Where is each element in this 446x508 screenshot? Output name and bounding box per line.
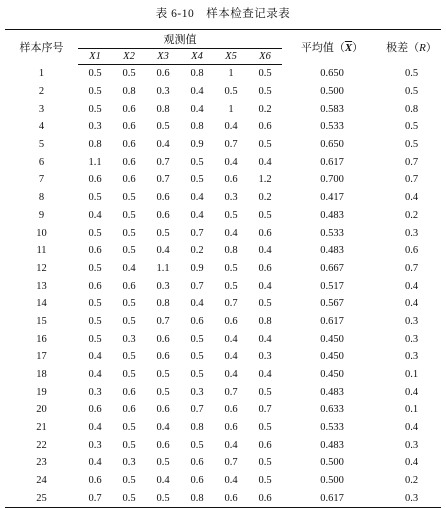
x6-cell: 0.6 <box>258 439 272 451</box>
mean-header-symbol: $\overline{X}$ <box>344 42 353 55</box>
mean-cell: 0.450 <box>320 333 344 345</box>
range-header <box>382 30 441 65</box>
x1-cell: 0.3 <box>88 439 102 451</box>
x2-cell: 0.5 <box>122 68 136 80</box>
col-header-x3: X3 <box>146 49 180 65</box>
table-row <box>5 419 441 437</box>
x3-cell: 1.1 <box>156 262 170 274</box>
x1-cell: 0.5 <box>88 298 102 310</box>
table-row <box>5 100 441 118</box>
x6-cell: 0.5 <box>258 475 272 487</box>
range-cell: 0.3 <box>404 315 419 327</box>
x4-cell: 0.6 <box>190 475 204 487</box>
x1-cell: 0.6 <box>88 245 102 257</box>
x1-cell: 0.3 <box>88 121 102 133</box>
sample-no-cell: 15 <box>36 315 47 327</box>
sample-no-cell: 24 <box>36 475 47 487</box>
x1-cell: 0.3 <box>88 386 102 398</box>
sample-no-cell: 9 <box>38 209 45 221</box>
x3-cell: 0.6 <box>156 209 170 221</box>
sample-no-cell: 7 <box>38 174 45 186</box>
x2-cell: 0.5 <box>122 227 136 239</box>
sample-no-cell: 17 <box>36 351 47 363</box>
x5-cell: 0.4 <box>224 227 238 239</box>
sample-no-cell: 5 <box>38 139 45 151</box>
mean-cell: 0.450 <box>320 369 344 381</box>
range-cell: 0.2 <box>404 475 419 487</box>
x3-cell: 0.5 <box>156 121 170 133</box>
mean-cell: 0.700 <box>320 174 344 186</box>
sample-no-cell: 16 <box>36 333 47 345</box>
table-caption: 表 6-10 样本检查记录表 <box>155 8 291 20</box>
x2-cell: 0.6 <box>122 103 136 115</box>
range-cell: 0.7 <box>404 174 419 186</box>
x4-cell: 0.9 <box>190 139 204 151</box>
x6-cell: 1.2 <box>258 174 272 186</box>
range-cell: 0.3 <box>404 333 419 345</box>
x4-cell: 0.4 <box>190 209 204 221</box>
table-row <box>5 383 441 401</box>
range-cell: 0.4 <box>404 457 419 469</box>
col-header-x6: X6 <box>248 49 282 65</box>
x2-cell: 0.5 <box>122 315 136 327</box>
x1-cell: 1.1 <box>88 156 102 168</box>
sample-no-cell: 8 <box>38 192 45 204</box>
x4-cell: 0.5 <box>190 174 204 186</box>
x1-cell: 0.4 <box>88 351 102 363</box>
x3-cell: 0.5 <box>156 386 170 398</box>
x2-cell: 0.5 <box>122 192 136 204</box>
table-row <box>5 401 441 419</box>
mean-cell: 0.483 <box>320 209 344 221</box>
x6-cell: 0.5 <box>258 139 272 151</box>
x5-cell: 0.4 <box>224 369 238 381</box>
x5-cell: 1 <box>228 68 234 80</box>
x5-cell: 0.8 <box>224 245 238 257</box>
x6-cell: 0.6 <box>258 121 272 133</box>
x6-cell: 0.5 <box>258 298 272 310</box>
x1-cell: 0.5 <box>88 103 102 115</box>
x3-cell: 0.6 <box>156 333 170 345</box>
x2-cell: 0.6 <box>122 386 136 398</box>
range-cell: 0.4 <box>404 280 419 292</box>
range-cell: 0.5 <box>404 68 419 80</box>
range-cell: 0.1 <box>404 404 419 416</box>
sample-no-cell: 2 <box>38 86 45 98</box>
col-header-x5: X5 <box>214 49 248 65</box>
x6-cell: 0.4 <box>258 245 272 257</box>
mean-cell: 0.650 <box>320 139 344 151</box>
x6-cell: 0.3 <box>258 351 272 363</box>
table-row <box>5 472 441 490</box>
mean-cell: 0.533 <box>320 121 344 133</box>
x2-cell: 0.5 <box>122 422 136 434</box>
range-cell: 0.3 <box>404 227 419 239</box>
range-cell: 0.4 <box>404 422 419 434</box>
x3-cell: 0.3 <box>156 86 170 98</box>
x4-cell: 0.6 <box>190 457 204 469</box>
x4-cell: 0.7 <box>190 227 204 239</box>
x4-cell: 0.7 <box>190 404 204 416</box>
x3-cell: 0.6 <box>156 351 170 363</box>
x3-cell: 0.4 <box>156 245 170 257</box>
range-cell: 0.5 <box>404 139 419 151</box>
x6-cell: 0.4 <box>258 156 272 168</box>
x3-cell: 0.5 <box>156 369 170 381</box>
x2-cell: 0.5 <box>122 209 136 221</box>
x5-cell: 0.4 <box>224 156 238 168</box>
x6-cell: 0.6 <box>258 227 272 239</box>
mean-cell: 0.533 <box>320 422 344 434</box>
x3-cell: 0.5 <box>156 457 170 469</box>
mean-cell: 0.633 <box>320 404 344 416</box>
x3-cell: 0.8 <box>156 298 170 310</box>
range-cell: 0.1 <box>404 369 419 381</box>
x6-cell: 0.5 <box>258 386 272 398</box>
table-row <box>5 260 441 278</box>
range-cell: 0.5 <box>404 86 419 98</box>
x5-cell: 0.6 <box>214 490 248 508</box>
table-row <box>5 348 441 366</box>
x1-cell: 0.5 <box>88 86 102 98</box>
sample-no-cell: 13 <box>36 280 47 292</box>
mean-cell: 0.533 <box>320 227 344 239</box>
x4-cell: 0.8 <box>190 422 204 434</box>
range-header-symbol: R <box>419 42 426 55</box>
x1-cell: 0.8 <box>88 139 102 151</box>
x2-cell: 0.5 <box>112 490 146 508</box>
x4-cell: 0.5 <box>190 369 204 381</box>
mean-cell: 0.500 <box>320 475 344 487</box>
table-row <box>5 189 441 207</box>
x3-cell: 0.5 <box>146 490 180 508</box>
x2-cell: 0.5 <box>122 245 136 257</box>
x2-cell: 0.5 <box>122 475 136 487</box>
x5-cell: 0.7 <box>224 298 238 310</box>
range-cell: 0.6 <box>404 245 419 257</box>
mean-cell: 0.500 <box>320 86 344 98</box>
x5-cell: 0.5 <box>224 262 238 274</box>
x1-cell: 0.6 <box>88 404 102 416</box>
table-row <box>5 118 441 136</box>
x6-cell: 0.2 <box>258 103 272 115</box>
table-row <box>5 436 441 454</box>
x5-cell: 0.7 <box>224 457 238 469</box>
range-cell: 0.2 <box>404 209 419 221</box>
sample-no-cell: 20 <box>36 404 47 416</box>
range-cell: 0.3 <box>404 439 419 451</box>
table-row <box>5 242 441 260</box>
x4-cell: 0.6 <box>190 315 204 327</box>
x6-cell: 0.5 <box>258 457 272 469</box>
table-row <box>5 295 441 313</box>
sample-no-cell: 14 <box>36 298 47 310</box>
x2-cell: 0.6 <box>122 156 136 168</box>
x2-cell: 0.6 <box>122 139 136 151</box>
sample-no-cell: 11 <box>36 245 47 257</box>
x2-cell: 0.5 <box>122 439 136 451</box>
table-row <box>5 277 441 295</box>
x4-cell: 0.5 <box>190 156 204 168</box>
x3-cell: 0.4 <box>156 422 170 434</box>
x4-cell: 0.5 <box>190 333 204 345</box>
mean-cell: 0.417 <box>320 192 344 204</box>
table-row <box>5 207 441 225</box>
range-cell: 0.8 <box>404 103 419 115</box>
sample-no-cell: 19 <box>36 386 47 398</box>
x3-cell: 0.4 <box>156 475 170 487</box>
x3-cell: 0.5 <box>156 227 170 239</box>
x5-cell: 0.7 <box>224 386 238 398</box>
sample-no-cell: 21 <box>36 422 47 434</box>
x5-cell: 0.4 <box>224 333 238 345</box>
x5-cell: 0.3 <box>224 192 238 204</box>
x3-cell: 0.3 <box>156 280 170 292</box>
x2-cell: 0.3 <box>122 333 136 345</box>
mean-header-suffix: ） <box>352 42 364 55</box>
x1-cell: 0.5 <box>88 333 102 345</box>
table-row <box>5 454 441 472</box>
x5-cell: 0.6 <box>224 404 238 416</box>
sample-no-cell: 3 <box>38 103 45 115</box>
x5-cell: 0.4 <box>224 439 238 451</box>
range-cell: 0.3 <box>382 490 441 508</box>
range-cell: 0.4 <box>404 192 419 204</box>
range-header-prefix: 极差（ <box>386 42 420 55</box>
x5-cell: 0.4 <box>224 351 238 363</box>
x2-cell: 0.4 <box>122 262 136 274</box>
mean-header-prefix: 平均值（ <box>300 42 345 55</box>
x1-cell: 0.6 <box>88 174 102 186</box>
table-row <box>5 313 441 331</box>
table-row <box>5 330 441 348</box>
col-header-x1: X1 <box>78 49 112 65</box>
x1-cell: 0.5 <box>88 68 102 80</box>
table-row <box>5 224 441 242</box>
x5-cell: 1 <box>228 103 234 115</box>
x1-cell: 0.5 <box>88 192 102 204</box>
x1-cell: 0.7 <box>78 490 112 508</box>
col-header-x4: X4 <box>180 49 214 65</box>
x2-cell: 0.6 <box>122 174 136 186</box>
sample-no-cell: 18 <box>36 369 47 381</box>
x5-cell: 0.7 <box>224 139 238 151</box>
x5-cell: 0.5 <box>224 280 238 292</box>
mean-cell: 0.650 <box>320 68 344 80</box>
x2-cell: 0.6 <box>122 404 136 416</box>
sample-no-cell: 4 <box>38 121 45 133</box>
x1-cell: 0.6 <box>88 475 102 487</box>
header-row-top <box>5 30 441 49</box>
x4-cell: 0.5 <box>190 351 204 363</box>
mean-cell: 0.517 <box>320 280 344 292</box>
sample-no-cell: 1 <box>38 68 45 80</box>
x6-cell: 0.5 <box>258 68 272 80</box>
sample-no-cell: 22 <box>36 439 47 451</box>
table-body <box>5 65 441 508</box>
range-cell: 0.4 <box>404 386 419 398</box>
x6-cell: 0.2 <box>258 192 272 204</box>
x2-cell: 0.6 <box>122 121 136 133</box>
x2-cell: 0.5 <box>122 298 136 310</box>
mean-cell: 0.617 <box>320 315 344 327</box>
x2-cell: 0.6 <box>122 280 136 292</box>
sample-no-header: 样本序号 <box>5 30 78 65</box>
x5-cell: 0.5 <box>224 86 238 98</box>
mean-cell: 0.500 <box>320 457 344 469</box>
range-cell: 0.5 <box>404 121 419 133</box>
x4-cell: 0.3 <box>190 386 204 398</box>
x6-cell: 0.6 <box>248 490 282 508</box>
x4-cell: 0.4 <box>190 103 204 115</box>
table-row <box>5 171 441 189</box>
x5-cell: 0.6 <box>224 174 238 186</box>
x6-cell: 0.5 <box>258 209 272 221</box>
sample-no-cell: 12 <box>36 262 47 274</box>
x3-cell: 0.8 <box>156 103 170 115</box>
mean-cell: 0.483 <box>320 245 344 257</box>
x4-cell: 0.2 <box>190 245 204 257</box>
x5-cell: 0.5 <box>224 209 238 221</box>
x4-cell: 0.9 <box>190 262 204 274</box>
x6-cell: 0.5 <box>258 86 272 98</box>
x6-cell: 0.4 <box>258 333 272 345</box>
mean-cell: 0.483 <box>320 439 344 451</box>
x1-cell: 0.5 <box>88 227 102 239</box>
col-header-x2: X2 <box>112 49 146 65</box>
table-row <box>5 153 441 171</box>
mean-cell: 0.483 <box>320 386 344 398</box>
x5-cell: 0.6 <box>224 422 238 434</box>
table-row <box>5 136 441 154</box>
sample-inspection-table <box>5 29 441 508</box>
x4-cell: 0.8 <box>180 490 214 508</box>
x5-cell: 0.4 <box>224 121 238 133</box>
table-row <box>5 65 441 83</box>
x3-cell: 0.6 <box>156 192 170 204</box>
x3-cell: 0.4 <box>156 139 170 151</box>
x4-cell: 0.7 <box>190 280 204 292</box>
x2-cell: 0.5 <box>122 369 136 381</box>
mean-header <box>282 30 382 65</box>
x4-cell: 0.5 <box>190 439 204 451</box>
x5-cell: 0.4 <box>224 475 238 487</box>
x4-cell: 0.4 <box>190 298 204 310</box>
x1-cell: 0.5 <box>88 315 102 327</box>
mean-cell: 0.617 <box>282 490 382 508</box>
sample-no-cell: 10 <box>36 227 47 239</box>
x3-cell: 0.6 <box>156 68 170 80</box>
x1-cell: 0.4 <box>88 209 102 221</box>
x2-cell: 0.5 <box>122 351 136 363</box>
x1-cell: 0.4 <box>88 369 102 381</box>
x3-cell: 0.7 <box>156 156 170 168</box>
mean-cell: 0.450 <box>320 351 344 363</box>
x6-cell: 0.4 <box>258 369 272 381</box>
x2-cell: 0.3 <box>122 457 136 469</box>
observed-values-header: 观测值 <box>78 30 282 49</box>
x1-cell: 0.6 <box>88 280 102 292</box>
x3-cell: 0.6 <box>156 404 170 416</box>
x1-cell: 0.4 <box>88 422 102 434</box>
range-cell: 0.4 <box>404 298 419 310</box>
sample-no-cell: 6 <box>38 156 45 168</box>
x4-cell: 0.4 <box>190 192 204 204</box>
range-cell: 0.7 <box>404 156 419 168</box>
x3-cell: 0.6 <box>156 439 170 451</box>
mean-cell: 0.617 <box>320 156 344 168</box>
mean-cell: 0.583 <box>320 103 344 115</box>
x1-cell: 0.5 <box>88 262 102 274</box>
x6-cell: 0.7 <box>258 404 272 416</box>
table-row <box>5 490 441 508</box>
sample-no-cell: 23 <box>36 457 47 469</box>
x4-cell: 0.8 <box>190 121 204 133</box>
table-row <box>5 83 441 101</box>
x6-cell: 0.5 <box>258 422 272 434</box>
x6-cell: 0.4 <box>258 280 272 292</box>
x3-cell: 0.7 <box>156 315 170 327</box>
x1-cell: 0.4 <box>88 457 102 469</box>
x3-cell: 0.7 <box>156 174 170 186</box>
x6-cell: 0.8 <box>258 315 272 327</box>
x5-cell: 0.6 <box>224 315 238 327</box>
x4-cell: 0.8 <box>190 68 204 80</box>
x2-cell: 0.8 <box>122 86 136 98</box>
range-header-suffix: ） <box>425 42 437 55</box>
mean-cell: 0.667 <box>320 262 344 274</box>
mean-cell: 0.567 <box>320 298 344 310</box>
range-cell: 0.7 <box>404 262 419 274</box>
x4-cell: 0.4 <box>190 86 204 98</box>
range-cell: 0.3 <box>404 351 419 363</box>
x6-cell: 0.6 <box>258 262 272 274</box>
sample-no-cell: 25 <box>5 490 78 508</box>
table-row <box>5 366 441 384</box>
